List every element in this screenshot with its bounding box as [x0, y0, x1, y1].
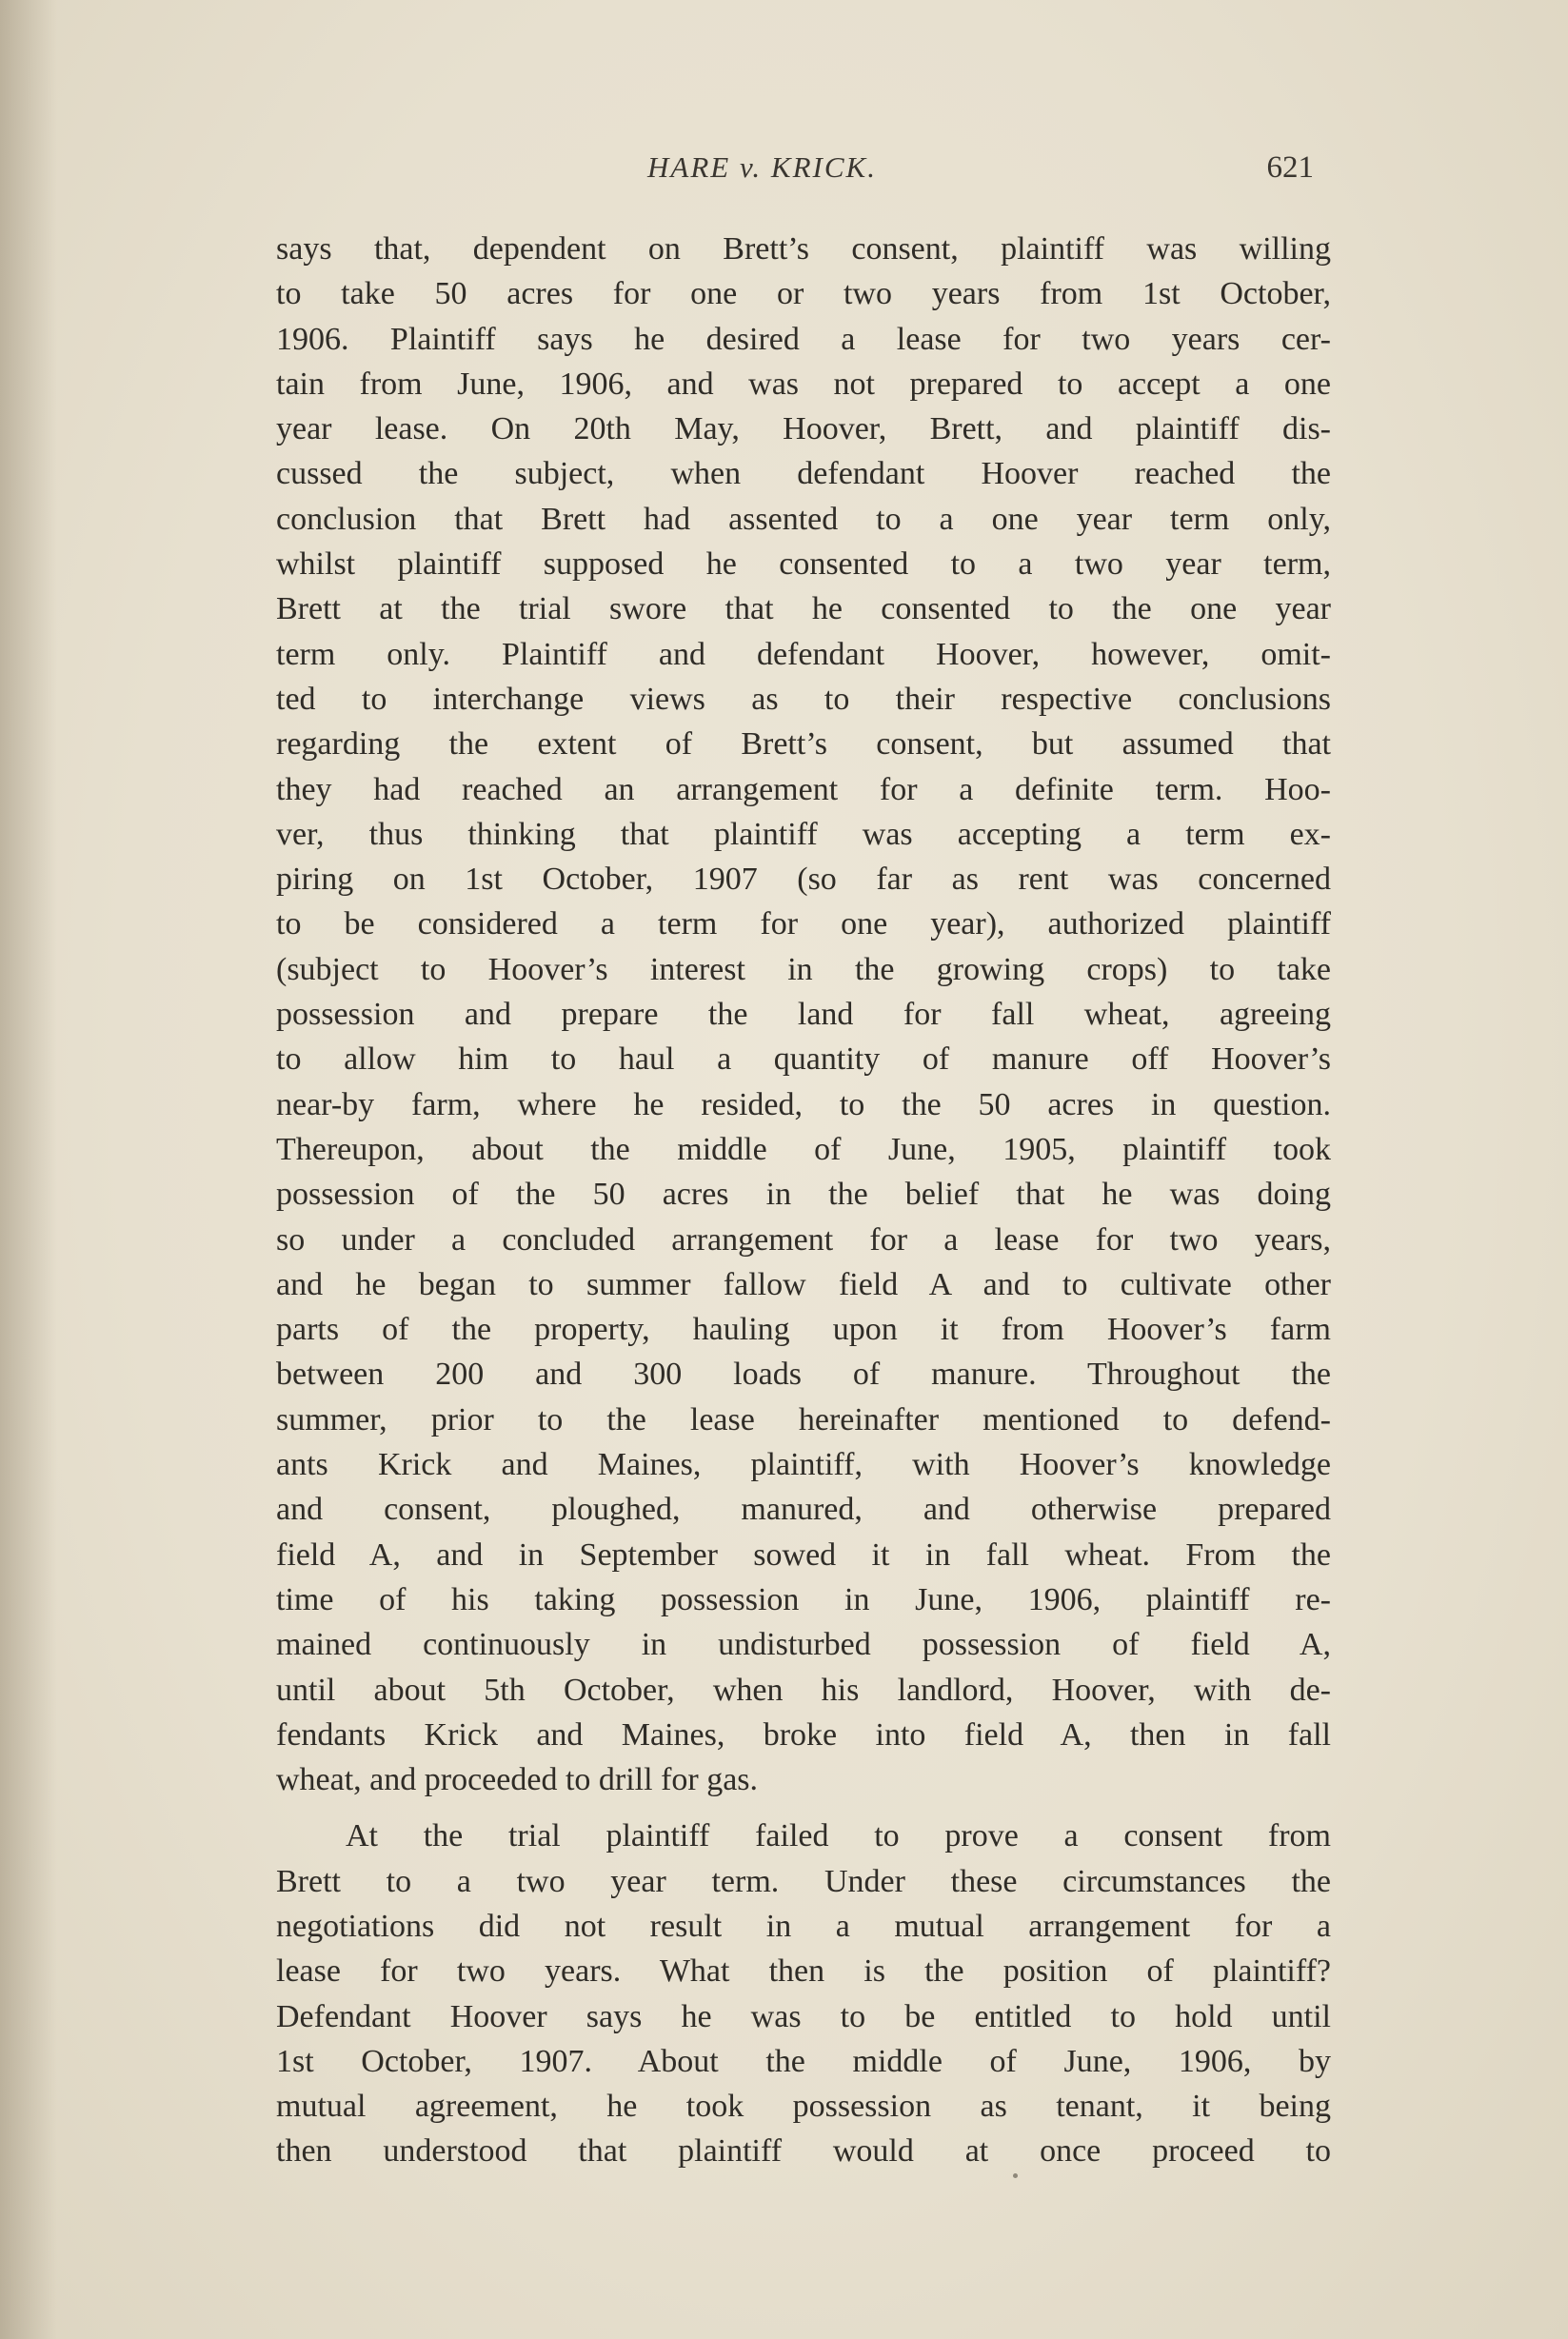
text-line: tain from June, 1906, and was not prepared to accept a one: [276, 366, 1331, 402]
text-line: fendants Krick and Maines, broke into field A, then in fall: [276, 1716, 1331, 1753]
text-line: possession and prepare the land for fall wheat, agreeing: [276, 997, 1331, 1033]
text-line: time of his taking possession in June, 1906, plaintiff re-: [276, 1581, 1331, 1617]
text-line: so under a concluded arrangement for a lease for two years,: [276, 1221, 1331, 1258]
text-line: Brett at the trial swore that he consented to the one year: [276, 591, 1331, 627]
text-line: whilst plaintiff supposed he consented to a two year term,: [276, 546, 1331, 583]
text-line: to allow him to haul a quantity of manure off Hoover’s: [276, 1041, 1331, 1078]
gutter-shadow: [0, 0, 57, 2339]
text-line: cussed the subject, when defendant Hoover reached the: [276, 456, 1331, 492]
text-line: Defendant Hoover says he was to be entitled to hold until: [276, 1998, 1331, 2034]
text-line: and consent, ploughed, manured, and otherwise prepared: [276, 1492, 1331, 1528]
text-line: says that, dependent on Brett’s consent, plaintiff was willing: [276, 231, 1331, 267]
paragraph-gap: [276, 1802, 1331, 1814]
text-line: piring on 1st October, 1907 (so far as rent was concerned: [276, 862, 1331, 898]
text-line: ted to interchange views as to their respective conclusions: [276, 681, 1331, 717]
text-line: then understood that plaintiff would at once proceed to: [276, 2133, 1331, 2170]
text-line: until about 5th October, when his landlord, Hoover, with de-: [276, 1672, 1331, 1708]
text-line: they had reached an arrangement for a definite term. Hoo-: [276, 771, 1331, 807]
text-line: between 200 and 300 loads of manure. Throughout the: [276, 1357, 1331, 1393]
text-line: term only. Plaintiff and defendant Hoover, however, omit-: [276, 636, 1331, 672]
text-line: negotiations did not result in a mutual arrangement for a: [276, 1908, 1331, 1944]
text-line: mutual agreement, he took possession as tenant, it being: [276, 2089, 1331, 2125]
text-line: mained continuously in undisturbed possession of field A,: [276, 1627, 1331, 1663]
body-text: [276, 227, 1331, 2174]
text-line: and he began to summer fallow field A and to cultivate other: [276, 1266, 1331, 1302]
text-line: 1st October, 1907. About the middle of June, 1906, by: [276, 2043, 1331, 2079]
text-line: regarding the extent of Brett’s consent, but assumed that: [276, 726, 1331, 763]
text-line: 1906. Plaintiff says he desired a lease for two years cer-: [276, 321, 1331, 357]
text-line: to be considered a term for one year), authorized plaintiff: [276, 906, 1331, 942]
text-line: near-by farm, where he resided, to the 50 acres in question.: [276, 1086, 1331, 1122]
text-line: to take 50 acres for one or two years from 1st October,: [276, 276, 1331, 312]
text-line: parts of the property, hauling upon it from Hoover’s farm: [276, 1312, 1331, 1348]
running-title: HARE v. KRICK.: [647, 150, 877, 184]
paragraph-2: [276, 1814, 1331, 2173]
text-line: wheat, and proceeded to drill for gas.: [276, 1762, 759, 1798]
text-line: summer, prior to the lease hereinafter mentioned to defend-: [276, 1401, 1331, 1437]
text-line: year lease. On 20th May, Hoover, Brett, and plaintiff dis-: [276, 411, 1331, 447]
paragraph-1: [276, 227, 1331, 1802]
text-line: possession of the 50 acres in the belief that he was doing: [276, 1177, 1331, 1213]
text-line: ants Krick and Maines, plaintiff, with Hoover’s knowledge: [276, 1447, 1331, 1483]
paper-speck: [1013, 2173, 1018, 2178]
text-line: Thereupon, about the middle of June, 1905, plaintiff took: [276, 1131, 1331, 1167]
running-head: [276, 150, 1314, 198]
text-line: At the trial plaintiff failed to prove a consent from: [346, 1818, 1331, 1854]
text-line: Brett to a two year term. Under these circumstances the: [276, 1863, 1331, 1899]
text-line: ver, thus thinking that plaintiff was accepting a term ex-: [276, 816, 1331, 852]
text-line: field A, and in September sowed it in fall wheat. From the: [276, 1536, 1331, 1573]
page-number: 621: [1266, 150, 1314, 185]
text-line: conclusion that Brett had assented to a one year term only,: [276, 501, 1331, 537]
text-line: lease for two years. What then is the position of plaintiff?: [276, 1953, 1331, 1990]
text-line: (subject to Hoover’s interest in the growing crops) to take: [276, 951, 1331, 987]
